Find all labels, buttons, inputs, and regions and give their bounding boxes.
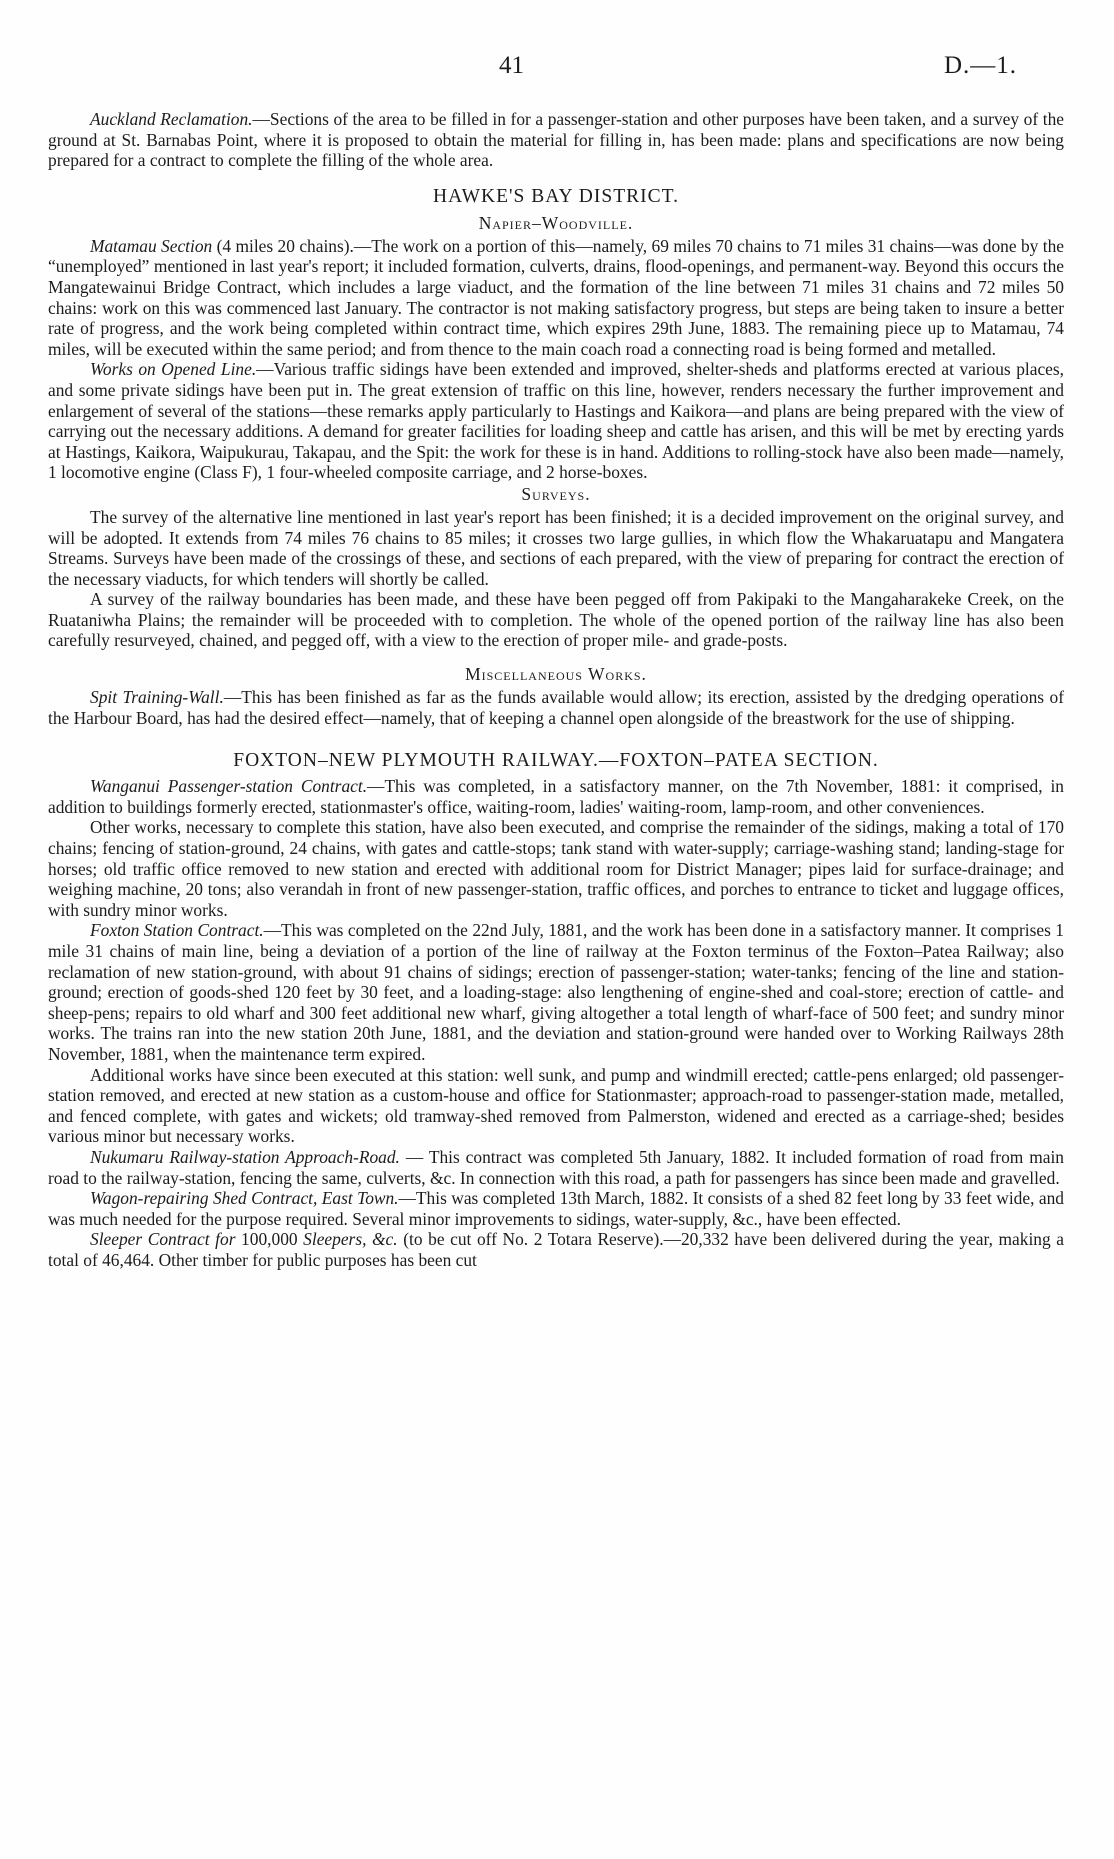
- auckland-reclamation-paragraph: [48, 109, 1064, 171]
- document-reference: D.—1.: [943, 52, 1017, 79]
- surveys-paragraph-1: The survey of the alternative line mentioned in last year's report has been finished; it is a decided improvement on the original survey, and will be adopted. It extends from 74 miles 76 chains to 85 miles; it crosses two large gullies, in which flow the Whakaruatapu and Mangatera Streams. Surveys have been made of the crossings of these, and sections of each prepared, with the view of preparing for contract the erection of the necessary viaducts, for which tenders will shortly be called.: [48, 506, 1064, 589]
- wagon-shed-text: —This was completed 13th March, 1882. It consists of a shed 82 feet long by 33 feet wide, and was much needed for the purpose required. Several minor improvements to sidings, water-supply, &c., have been effected.: [48, 1188, 1064, 1229]
- sleeper-contract-title-a: Sleeper Contract for: [90, 1229, 236, 1250]
- wanganui-contract-text: —This was completed, in a satisfactory manner, on the 7th November, 1881: it comprised, in addition to buildings formerly erected, stationmaster's office, waiting-room, ladies' waiting-room, lamp-room, and other conveniences.: [48, 776, 1064, 817]
- auckland-reclamation-text: —Sections of the area to be filled in for a passenger-station and other purposes have been taken, and a survey of the ground at St. Barnabas Point, where it is proposed to obtain the material for filling in, has been made: plans and specifications are now being prepared for a contract to complete the filling of the whole area.: [48, 109, 1065, 171]
- additional-works-paragraph: Additional works have since been executed at this station: well sunk, and pump and windmill erected; cattle-pens enlarged; old passenger-station removed, and erected at new station as a custom-house and office for Stationmaster; approach-road to passenger-station made, metalled, and fenced complete, with gates and wickets; old tramway-shed removed from Palmerston, widened and erected as a carriage-shed; besides various minor but necessary works.: [48, 1064, 1064, 1147]
- foxton-station-text: —This was completed on the 22nd July, 1881, and the work has been done in a satisfactory manner. It comprises 1 mile 31 chains of main line, being a deviation of a portion of the line of railway at the Foxton terminus of the Foxton–Patea Railway; also reclamation of new station-ground, with about 91 chains of sidings; erection of passenger-station; water-tanks; fencing of the line and station-ground; erection of goods-shed 120 feet by 30 feet, and a loading-stage: also lengthening of engine-shed and coal-store; erection of cattle- and sheep-pens; repairs to old wharf and 300 feet additional new wharf, giving altogether a total length of wharf-face of 500 feet; and sundry minor works. The trains ran into the new station 20th June, 1881, and the deviation and station-ground were handed over to Working Railways 28th November, 1881, when the maintenance term expired.: [48, 920, 1064, 1064]
- spit-training-wall-text: —This has been finished as far as the funds available would allow; its erection, assisted by the dredging operations of the Harbour Board, has had the desired effect—namely, that of keeping a channel open alongside of the breastwork for the use of shipping.: [48, 687, 1064, 728]
- nukumaru-road-text: — This contract was completed 5th January, 1882. It included formation of road from main road to the railway-station, fencing the same, culverts, &c. In connection with this road, a path for passengers has since been made and gravelled.: [48, 1146, 1065, 1188]
- wanganui-contract-title: Wanganui Passenger-station Contract.: [90, 776, 368, 797]
- hawkes-bay-heading: HAWKE'S BAY DISTRICT.: [433, 185, 679, 207]
- foxton-station-paragraph: [48, 920, 1064, 1064]
- miscellaneous-works-heading: Miscellaneous Works.: [465, 664, 647, 685]
- opened-line-text: —Various traffic sidings have been extended and improved, shelter-sheds and platforms erected at various places, and some private sidings have been put in. The great extension of traffic on this line, however, renders necessary the further improvement and enlargement of several of the stations—these remarks apply particularly to Hastings and Kaikora—and plans are being prepared with the view of carrying out the necessary additions. A demand for greater facilities for loading sheep and cattle has arisen, and this will be met by erecting yards at Hastings, Kaikora, Waipukurau, Takapau, and the Spit: the work for these is in hand. Additions to rolling-stock have also been made—namely, 1 locomotive engine (Class F), 1 four-wheeled composite carriage, and 2 horse-boxes.: [48, 359, 1065, 483]
- nukumaru-road-paragraph: [48, 1147, 1064, 1188]
- napier-woodville-subheading: Napier–Woodville.: [478, 212, 634, 233]
- sleeper-contract-title-c: Sleepers, &c.: [303, 1229, 398, 1250]
- matamau-section-paragraph: [48, 236, 1064, 360]
- matamau-section-title: Matamau Section: [90, 235, 213, 256]
- page-number: 41: [499, 52, 524, 79]
- nukumaru-road-title: Nukumaru Railway-station Approach-Road.: [90, 1146, 400, 1167]
- sleeper-contract-text: (to be cut off No. 2 Totara Reserve).—20,332 have been delivered during the year, making a total of 46,464. Other timber for public purposes has been cut: [48, 1229, 1064, 1270]
- page-body: [48, 109, 1064, 1271]
- wanganui-contract-paragraph: [48, 776, 1064, 817]
- foxton-new-plymouth-heading: FOXTON–NEW PLYMOUTH RAILWAY.—FOXTON–PATEA SECTION.: [233, 750, 879, 772]
- sleeper-contract-quantity: 100,000: [235, 1229, 304, 1250]
- wagon-shed-title: Wagon-repairing Shed Contract, East Town.: [90, 1188, 399, 1209]
- wagon-shed-paragraph: [48, 1188, 1064, 1229]
- auckland-reclamation-title: Auckland Reclamation.: [90, 109, 253, 129]
- matamau-section-text: (4 miles 20 chains).—The work on a portion of this—namely, 69 miles 70 chains to 71 miles 31 chains—was done by the “unemployed” mentioned in last year's report; it included formation, culverts, drains, flood-openings, and permanent-way. Beyond this occurs the Mangatewainui Bridge Contract, which includes a large viaduct, and the formation of the line between 71 miles 31 chains and 72 miles 50 chains: work on this was commenced last January. The contractor is not making satisfactory progress, but steps are being taken to insure a better rate of progress, and the work being completed within contract time, which expires 29th June, 1883. The remaining piece up to Matamau, 74 miles, will be executed within the same period; and from thence to the main coach road a connecting road is being formed and metalled.: [48, 235, 1064, 359]
- spit-training-wall-paragraph: [48, 687, 1064, 728]
- surveys-heading: Surveys.: [521, 483, 591, 504]
- opened-line-title: Works on Opened Line.: [90, 359, 257, 380]
- surveys-paragraph-2: A survey of the railway boundaries has been made, and these have been pegged off from Pakipaki to the Mangaharakeke Creek, on the Ruataniwha Plains; the remainder will be proceeded with to completion. The whole of the opened portion of the railway line has also been carefully resurveyed, chained, and pegged off, with a view to the erection of proper mile- and grade-posts.: [48, 589, 1064, 651]
- opened-line-paragraph: [48, 359, 1064, 483]
- page-header: [0, 52, 1114, 92]
- sleeper-contract-paragraph: [48, 1229, 1064, 1270]
- foxton-station-title: Foxton Station Contract.: [90, 920, 264, 941]
- other-works-paragraph: Other works, necessary to complete this station, have also been executed, and comprise the remainder of the sidings, making a total of 170 chains; fencing of station-ground, 24 chains, with gates and cattle-stops; tank stand with water-supply; carriage-washing stand; landing-stage for horses; old traffic office removed to new station and erected with additional room for District Manager; pipes laid for surface-drainage; and weighing machine, 20 tons; also verandah in front of new passenger-station, traffic offices, and porches to entrance to ticket and luggage offices, with sundry minor works.: [48, 817, 1064, 920]
- spit-training-wall-title: Spit Training-Wall.: [90, 687, 224, 708]
